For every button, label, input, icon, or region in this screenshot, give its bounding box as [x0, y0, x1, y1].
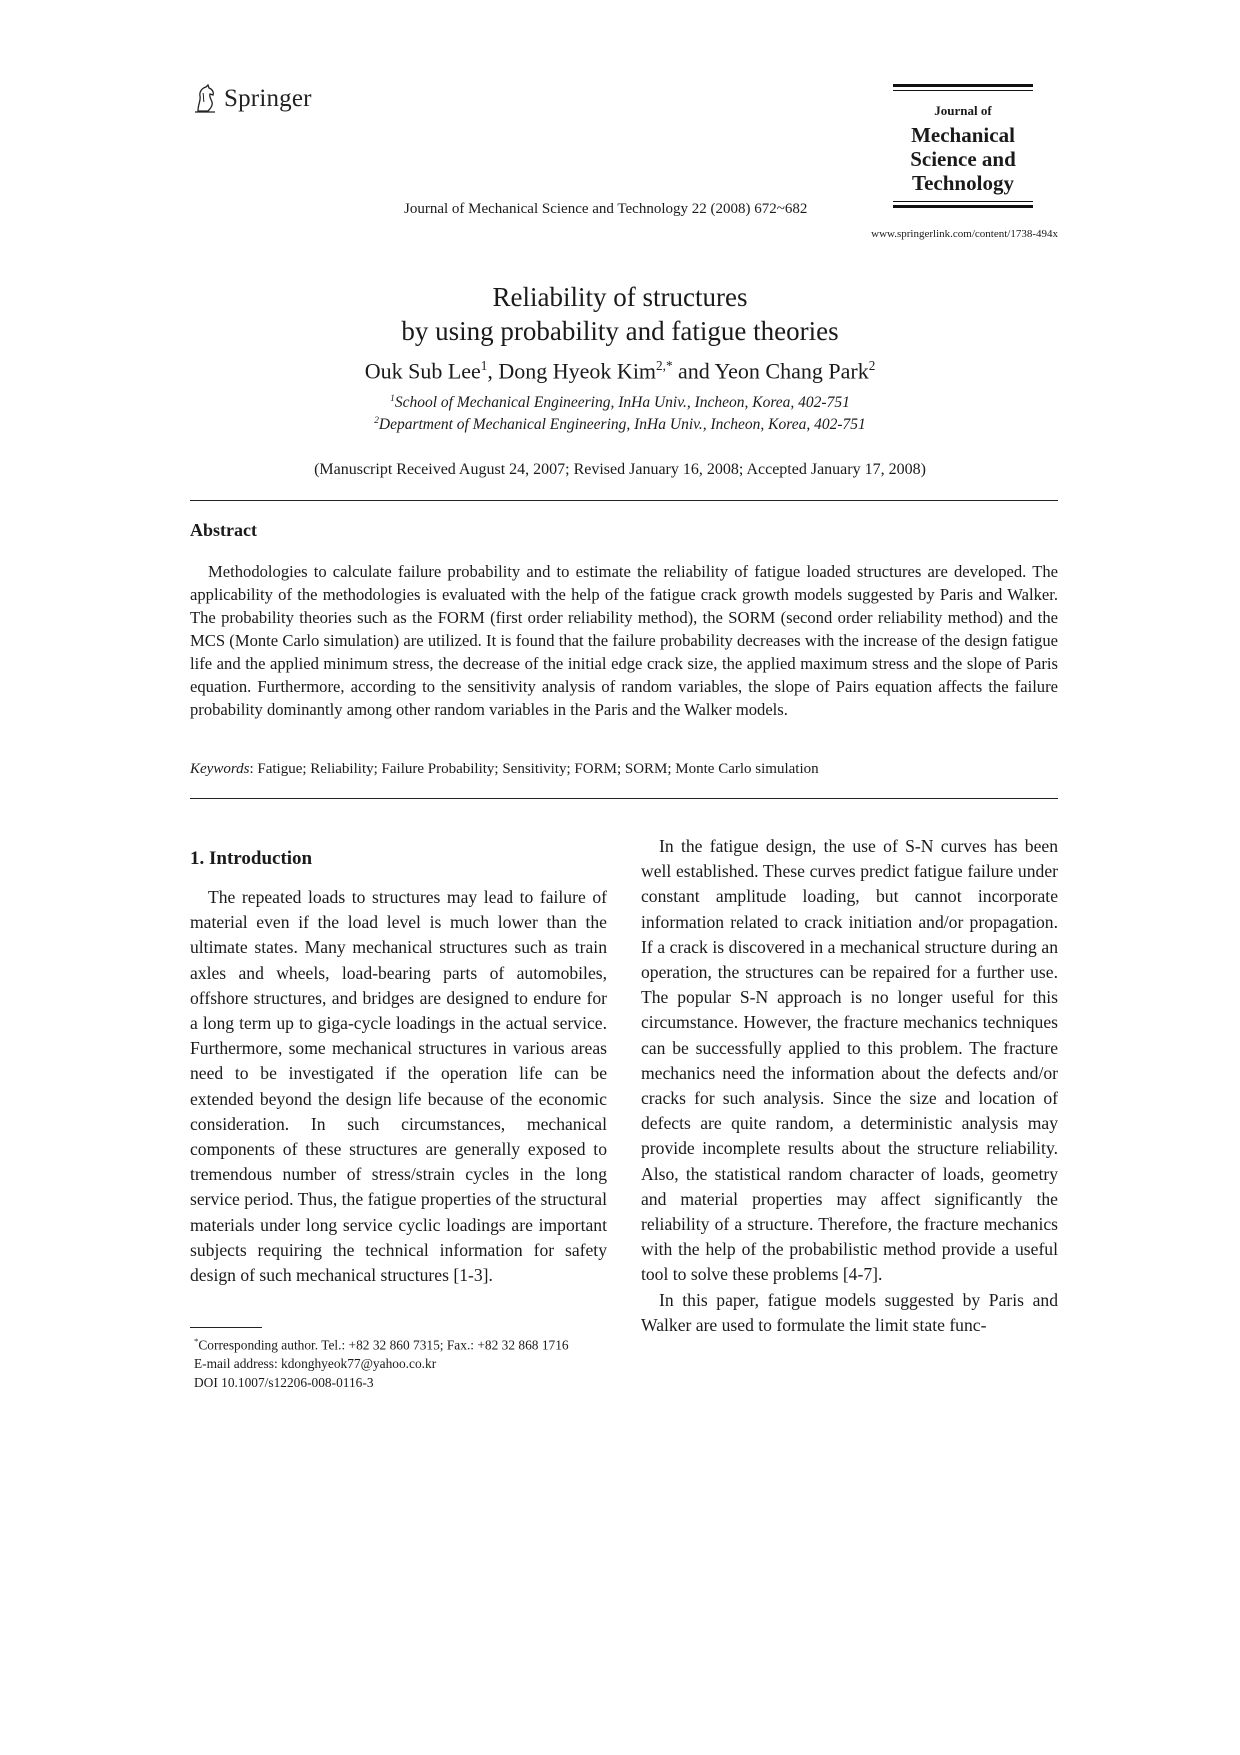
author-name: Dong Hyeok Kim — [498, 358, 657, 384]
masthead-bottom-rule — [893, 201, 1033, 208]
abstract-heading: Abstract — [190, 520, 257, 540]
author-affiliation-mark: 1 — [480, 358, 488, 373]
abstract-text: Methodologies to calculate failure probability and to estimate the reliability of fatigue loaded structures are developed. The applicability of the methodologies is evaluated with the help of the fatigue crack growth models suggested by Paris and Walker. The probability theories such as the FORM (first order reliability method), the SORM (second order reliability method) and the MCS (Monte Carlo simulation) are utilized. It is found that the failure probability decreases with the increase of the design fatigue life and the applied minimum stress, the decrease of the initial edge crack size, the applied maximum stress and the slope of Paris equation. Furthermore, according to the sensitivity analysis of random variables, the slope of Pairs equation affects the failure probability dominantly among other random variables in the Paris and the Walker models. — [190, 562, 1058, 719]
springer-horse-icon — [192, 84, 218, 114]
masthead-top-rule — [893, 84, 1033, 91]
affiliation — [0, 394, 1240, 412]
footnote-contact: Corresponding author. Tel.: +82 32 860 7315; Fax.: +82 32 868 1716 — [198, 1337, 569, 1353]
keywords — [190, 761, 819, 778]
body-paragraph: In the fatigue design, the use of S-N curves has been well established. These curves predict fatigue failure under constant amplitude loading, but cannot incorporate information related to crack initiation and/or propagation. If a crack is discovered in a mechanical structure during an operation, the structures can be repaired for a further use. The popular S-N approach is no longer useful for this circumstance. However, the fracture mechanics techniques can be successfully applied to this problem. The fracture mechanics need the information about the defects and/or cracks for such analysis. Since the size and location of defects are quite random, a deterministic analysis may provide incomplete results about the structure reliability. Also, the statistical random character of loads, geometry and material properties may affect significantly the reliability of a structure. Therefore, the fracture mechanics with the help of the probabilistic method provide a useful tool to solve these problems [4-7]. — [641, 836, 1058, 1285]
footnote-doi[interactable]: DOI 10.1007/s12206-008-0116-3 — [194, 1375, 374, 1391]
masthead-journal-name — [893, 123, 1033, 195]
manuscript-dates: (Manuscript Received August 24, 2007; Revised January 16, 2008; Accepted January 17, 2008) — [314, 461, 926, 478]
springer-logo — [192, 84, 312, 114]
footnote-email[interactable]: E-mail address: kdonghyeok77@yahoo.co.kr — [194, 1356, 437, 1372]
journal-url[interactable]: www.springerlink.com/content/1738-494x — [871, 228, 1058, 240]
affiliation-mark: 1 — [390, 394, 395, 404]
divider — [190, 500, 1058, 501]
author-separator: , — [487, 358, 499, 384]
section-heading: 1. Introduction — [190, 848, 313, 869]
author-separator: and — [672, 358, 715, 384]
author-affiliation-mark: 2,* — [656, 358, 673, 373]
journal-citation: Journal of Mechanical Science and Technology 22 (2008) 672~682 — [404, 201, 808, 217]
body-paragraph: The repeated loads to structures may lead to failure of material even if the load level is much lower than the ultimate states. Many mechanical structures such as train axles and wheels, load-bearing parts of automobiles, offshore structures, and bridges are designed to endure for a long term up to giga-cycle loadings in the actual service. Furthermore, some mechanical structures in various areas need to be investigated if the operation life can be extended beyond the design life because of the economic consideration. In such circumstances, mechanical components of these structures are generally exposed to tremendous number of stress/strain cycles in the long service period. Thus, the fatigue properties of the structural materials under long service cyclic loadings are important subjects requiring the technical information for safety design of such mechanical structures [1-3]. — [190, 887, 607, 1286]
footnote-mark: * — [194, 1336, 199, 1346]
footnote — [194, 1332, 569, 1392]
author-affiliation-mark: 2 — [868, 358, 876, 373]
affiliation-text: Department of Mechanical Engineering, InHa Univ., Incheon, Korea, 402-751 — [378, 416, 866, 434]
divider — [190, 798, 1058, 799]
keywords-label: Keywords — [190, 761, 250, 777]
paper-title — [0, 280, 1240, 348]
publisher-name: Springer — [224, 85, 312, 112]
affiliation — [0, 416, 1240, 434]
affiliation-mark: 2 — [374, 416, 379, 426]
masthead-prefix: Journal of — [934, 103, 992, 118]
author-name: Ouk Sub Lee — [364, 358, 481, 384]
footnote-corresponding — [194, 1332, 569, 1354]
footnote-rule — [190, 1327, 262, 1328]
journal-masthead — [893, 84, 1033, 208]
author-list — [0, 358, 1240, 384]
masthead-line-1: Mechanical — [911, 123, 1015, 147]
masthead-line-3: Technology — [912, 171, 1014, 195]
masthead-line-2: Science and — [910, 147, 1016, 171]
left-column — [190, 885, 607, 1288]
affiliation-text: School of Mechanical Engineering, InHa Univ., Incheon, Korea, 402-751 — [394, 394, 850, 412]
body-paragraph: In this paper, fatigue models suggested by Paris and Walker are used to formulate the limit state func- — [641, 1289, 1058, 1335]
title-line-2: by using probability and fatigue theories — [401, 316, 839, 346]
title-line-1: Reliability of structures — [492, 282, 748, 312]
right-column — [641, 834, 1058, 1338]
author-name: Yeon Chang Park — [714, 358, 869, 384]
keywords-list: : Fatigue; Reliability; Failure Probability; Sensitivity; FORM; SORM; Monte Carlo simulation — [249, 761, 819, 777]
